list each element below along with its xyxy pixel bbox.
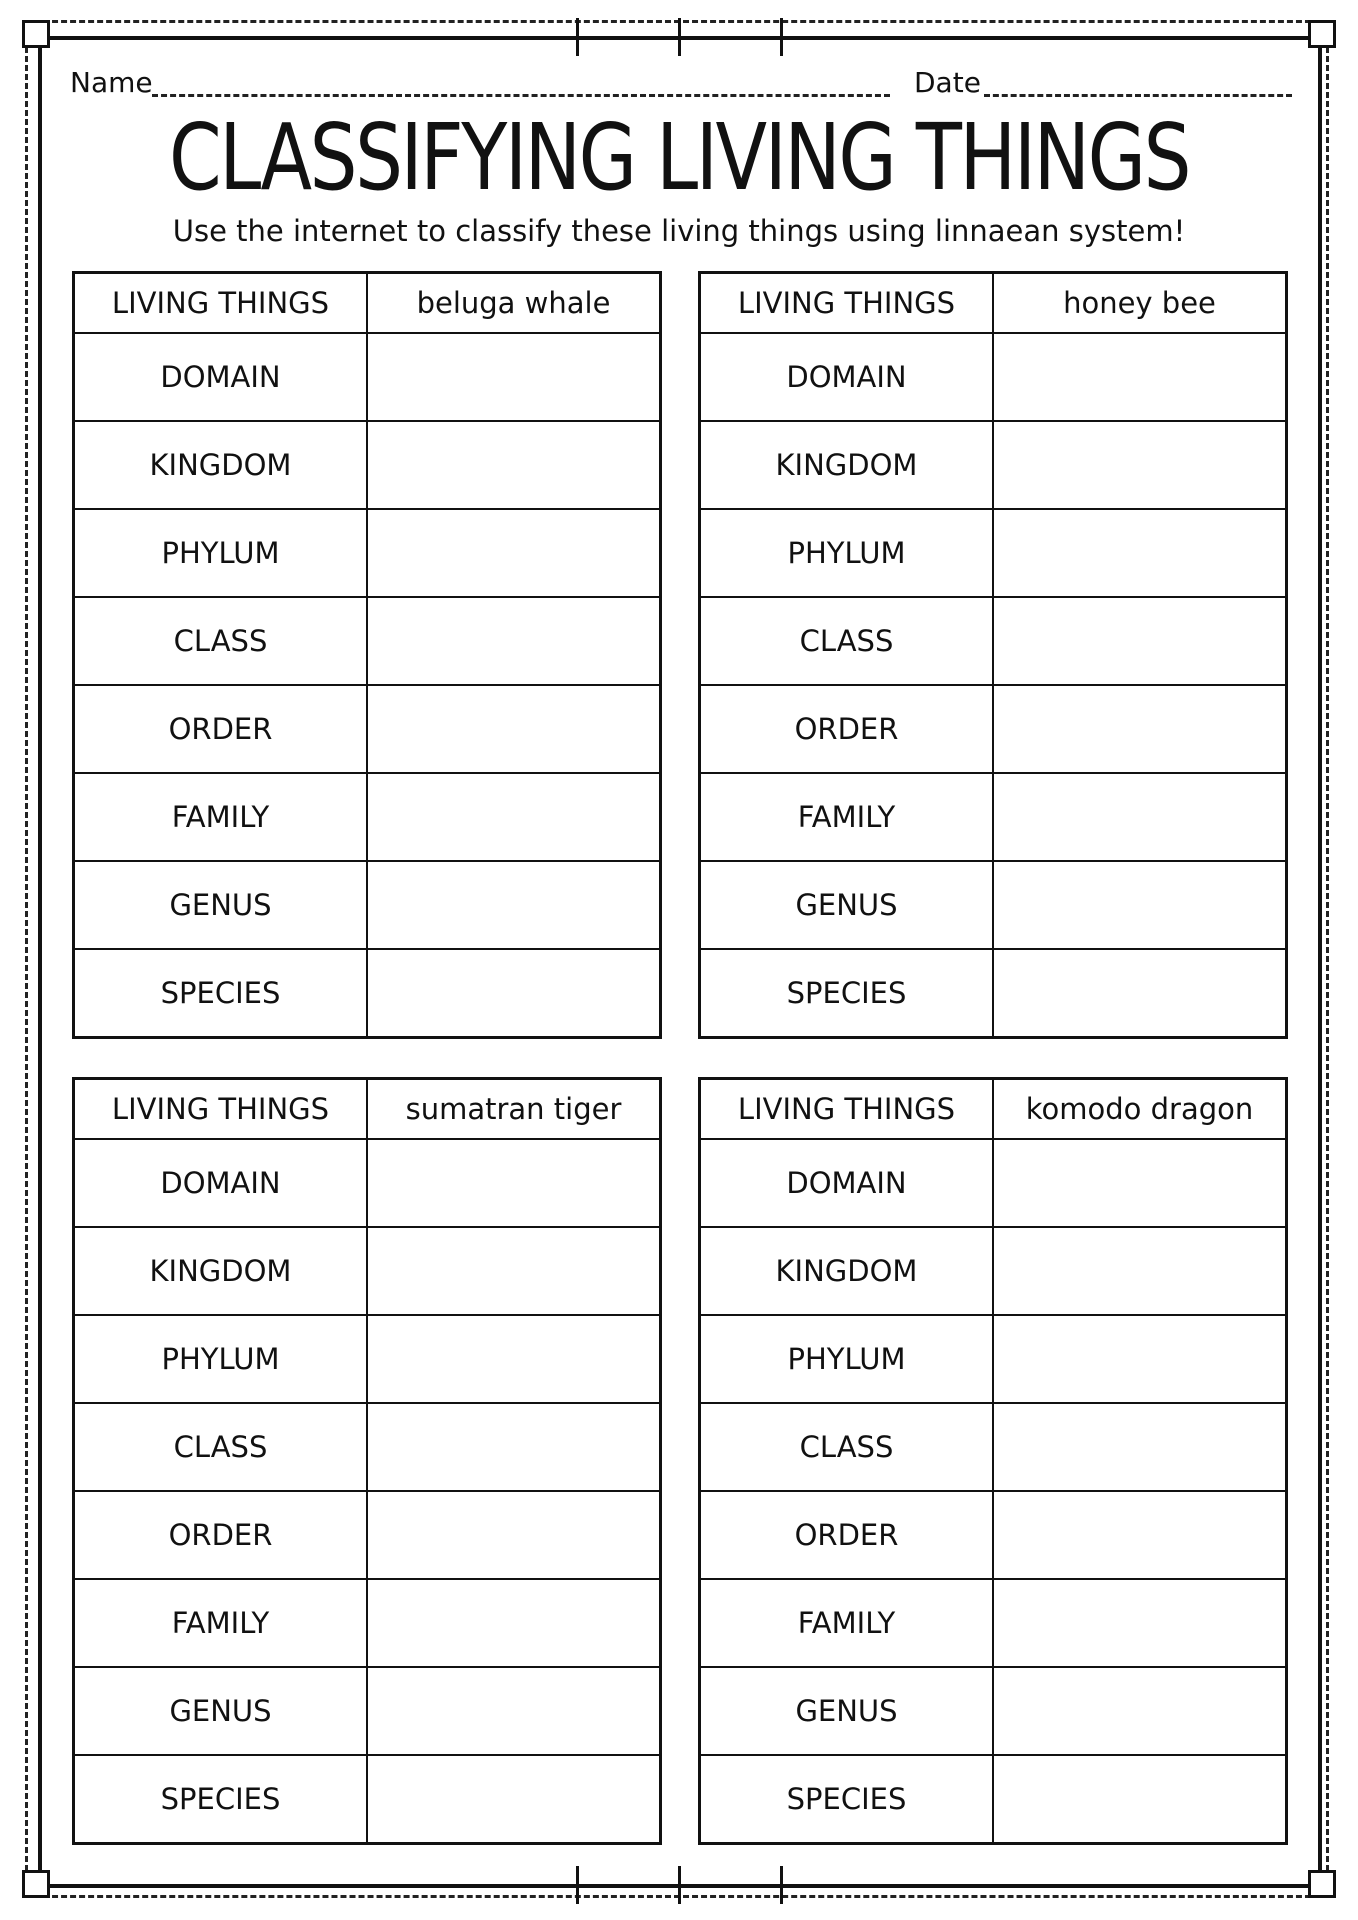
answer-cell-species[interactable] bbox=[367, 949, 661, 1038]
frame-tick-bottom-2 bbox=[678, 1866, 681, 1904]
frame-tick-top-2 bbox=[678, 18, 681, 56]
classification-table-honey-bee bbox=[698, 271, 1288, 1039]
answer-cell-domain[interactable] bbox=[993, 333, 1287, 421]
date-label: Date bbox=[914, 66, 981, 99]
name-label: Name bbox=[70, 66, 153, 99]
rank-label: FAMILY bbox=[700, 773, 994, 861]
organism-name: beluga whale bbox=[367, 273, 661, 334]
answer-cell-class[interactable] bbox=[993, 597, 1287, 685]
organism-name: sumatran tiger bbox=[367, 1079, 661, 1140]
answer-cell-domain[interactable] bbox=[993, 1139, 1287, 1227]
answer-cell-kingdom[interactable] bbox=[993, 1227, 1287, 1315]
rank-label: ORDER bbox=[74, 685, 368, 773]
rank-label: CLASS bbox=[74, 1403, 368, 1491]
answer-cell-genus[interactable] bbox=[993, 1667, 1287, 1755]
name-date-row bbox=[70, 66, 1292, 106]
table-header-label: LIVING THINGS bbox=[700, 1079, 994, 1140]
rank-label: SPECIES bbox=[74, 1755, 368, 1844]
rank-label: GENUS bbox=[700, 1667, 994, 1755]
answer-cell-species[interactable] bbox=[367, 1755, 661, 1844]
rank-label: CLASS bbox=[700, 1403, 994, 1491]
instruction-text: Use the internet to classify these living things using linnaean system! bbox=[172, 214, 1186, 248]
answer-cell-phylum[interactable] bbox=[993, 509, 1287, 597]
answer-cell-kingdom[interactable] bbox=[367, 421, 661, 509]
rank-label: DOMAIN bbox=[74, 333, 368, 421]
answer-cell-genus[interactable] bbox=[993, 861, 1287, 949]
rank-label: FAMILY bbox=[74, 1579, 368, 1667]
page-title: CLASSIFYING LIVING THINGS bbox=[168, 104, 1190, 211]
corner-square-bottom-left bbox=[22, 1870, 50, 1898]
rank-label: ORDER bbox=[700, 1491, 994, 1579]
rank-label: GENUS bbox=[700, 861, 994, 949]
answer-cell-phylum[interactable] bbox=[367, 509, 661, 597]
answer-cell-phylum[interactable] bbox=[367, 1315, 661, 1403]
rank-label: DOMAIN bbox=[700, 333, 994, 421]
rank-label: GENUS bbox=[74, 1667, 368, 1755]
answer-cell-domain[interactable] bbox=[367, 333, 661, 421]
classification-table-beluga-whale bbox=[72, 271, 662, 1039]
rank-label: KINGDOM bbox=[700, 1227, 994, 1315]
table-header-label: LIVING THINGS bbox=[74, 1079, 368, 1140]
frame-tick-top-1 bbox=[576, 18, 579, 56]
answer-cell-kingdom[interactable] bbox=[367, 1227, 661, 1315]
answer-cell-species[interactable] bbox=[993, 1755, 1287, 1844]
answer-cell-species[interactable] bbox=[993, 949, 1287, 1038]
rank-label: SPECIES bbox=[74, 949, 368, 1038]
rank-label: FAMILY bbox=[74, 773, 368, 861]
organism-name: honey bee bbox=[993, 273, 1287, 334]
corner-square-top-right bbox=[1308, 20, 1336, 48]
answer-cell-family[interactable] bbox=[993, 1579, 1287, 1667]
answer-cell-order[interactable] bbox=[367, 685, 661, 773]
rank-label: SPECIES bbox=[700, 949, 994, 1038]
rank-label: SPECIES bbox=[700, 1755, 994, 1844]
corner-square-bottom-right bbox=[1308, 1870, 1336, 1898]
answer-cell-family[interactable] bbox=[367, 773, 661, 861]
answer-cell-order[interactable] bbox=[993, 685, 1287, 773]
rank-label: PHYLUM bbox=[74, 509, 368, 597]
answer-cell-genus[interactable] bbox=[367, 861, 661, 949]
classification-table-komodo-dragon bbox=[698, 1077, 1288, 1845]
name-field[interactable] bbox=[152, 94, 890, 97]
date-field[interactable] bbox=[984, 94, 1292, 97]
answer-cell-class[interactable] bbox=[993, 1403, 1287, 1491]
rank-label: PHYLUM bbox=[700, 1315, 994, 1403]
rank-label: DOMAIN bbox=[700, 1139, 994, 1227]
table-header-label: LIVING THINGS bbox=[700, 273, 994, 334]
answer-cell-domain[interactable] bbox=[367, 1139, 661, 1227]
answer-cell-family[interactable] bbox=[367, 1579, 661, 1667]
rank-label: GENUS bbox=[74, 861, 368, 949]
answer-cell-class[interactable] bbox=[367, 597, 661, 685]
answer-cell-genus[interactable] bbox=[367, 1667, 661, 1755]
rank-label: ORDER bbox=[700, 685, 994, 773]
rank-label: ORDER bbox=[74, 1491, 368, 1579]
answer-cell-order[interactable] bbox=[993, 1491, 1287, 1579]
classification-table-sumatran-tiger bbox=[72, 1077, 662, 1845]
corner-square-top-left bbox=[22, 20, 50, 48]
rank-label: FAMILY bbox=[700, 1579, 994, 1667]
frame-tick-bottom-1 bbox=[576, 1866, 579, 1904]
answer-cell-phylum[interactable] bbox=[993, 1315, 1287, 1403]
organism-name: komodo dragon bbox=[993, 1079, 1287, 1140]
answer-cell-kingdom[interactable] bbox=[993, 421, 1287, 509]
answer-cell-class[interactable] bbox=[367, 1403, 661, 1491]
rank-label: KINGDOM bbox=[74, 421, 368, 509]
answer-cell-order[interactable] bbox=[367, 1491, 661, 1579]
rank-label: CLASS bbox=[700, 597, 994, 685]
rank-label: CLASS bbox=[74, 597, 368, 685]
rank-label: KINGDOM bbox=[74, 1227, 368, 1315]
answer-cell-family[interactable] bbox=[993, 773, 1287, 861]
rank-label: PHYLUM bbox=[700, 509, 994, 597]
rank-label: KINGDOM bbox=[700, 421, 994, 509]
frame-tick-top-3 bbox=[780, 18, 783, 56]
table-header-label: LIVING THINGS bbox=[74, 273, 368, 334]
frame-tick-bottom-3 bbox=[780, 1866, 783, 1904]
rank-label: DOMAIN bbox=[74, 1139, 368, 1227]
rank-label: PHYLUM bbox=[74, 1315, 368, 1403]
